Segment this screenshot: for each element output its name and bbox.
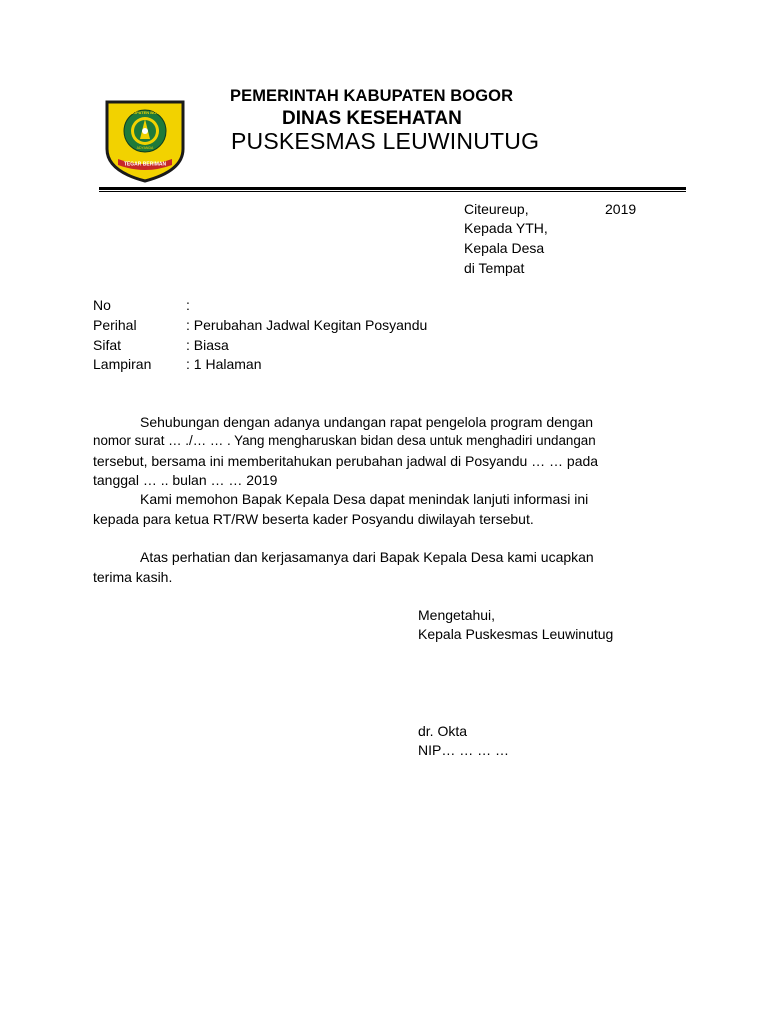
signature-position: Kepala Puskesmas Leuwinutug: [418, 626, 614, 642]
letterhead-institution: PUSKESMAS LEUWINUTUG: [231, 128, 540, 154]
letterhead-rule: [99, 187, 686, 190]
bogor-regency-logo: [104, 99, 186, 183]
body-paragraph-2-line-2: kepada para ketua RT/RW beserta kader Posyandu diwilayah tersebut.: [93, 511, 534, 527]
recipient-title: Kepala Desa: [464, 240, 545, 256]
body-paragraph-2-line-1: Kami memohon Bapak Kepala Desa dapat menindak lanjuti informasi ini: [140, 491, 589, 507]
meta-value-lampiran: : 1 Halaman: [186, 356, 262, 372]
signature-name: dr. Okta: [418, 723, 468, 739]
letterhead-rule-thin: [99, 191, 686, 192]
letterhead-department: DINAS KESEHATAN: [282, 108, 462, 129]
meta-label-sifat: Sifat: [93, 337, 122, 353]
meta-value-no: :: [186, 297, 190, 313]
meta-label-perihal: Perihal: [93, 317, 137, 333]
meta-label-no: No: [93, 297, 111, 313]
body-paragraph-1-line-1: Sehubungan dengan adanya undangan rapat pengelola program dengan: [140, 414, 594, 430]
letter-place: Citeureup,: [464, 201, 529, 217]
body-paragraph-1-line-2: nomor surat … ./… … . Yang mengharuskan bidan desa untuk menghadiri undangan: [93, 433, 596, 448]
logo-ring-text: KABUPATEN BOGOR: [124, 110, 166, 115]
meta-label-lampiran: Lampiran: [93, 356, 152, 372]
logo-motto: TEGAR BERIMAN: [123, 161, 167, 168]
logo-center-text: ADYANDA: [136, 146, 154, 150]
meta-value-sifat: : Biasa: [186, 337, 229, 353]
recipient-greeting: Kepada YTH,: [464, 220, 548, 236]
recipient-location: di Tempat: [464, 260, 525, 276]
letterhead-government: PEMERINTAH KABUPATEN BOGOR: [230, 87, 514, 105]
signature-acknowledge: Mengetahui,: [418, 607, 496, 623]
body-paragraph-1-line-3: tersebut, bersama ini memberitahukan perubahan jadwal di Posyandu … … pada: [93, 453, 599, 469]
closing-line-2: terima kasih.: [93, 569, 173, 585]
signature-nip: NIP… … … …: [418, 742, 510, 758]
meta-value-perihal: : Perubahan Jadwal Kegitan Posyandu: [186, 317, 428, 333]
body-paragraph-1-line-4: tanggal … .. bulan … … 2019: [93, 472, 278, 488]
closing-line-1: Atas perhatian dan kerjasamanya dari Bapak Kepala Desa kami ucapkan: [140, 549, 594, 565]
letter-year: 2019: [605, 201, 637, 217]
